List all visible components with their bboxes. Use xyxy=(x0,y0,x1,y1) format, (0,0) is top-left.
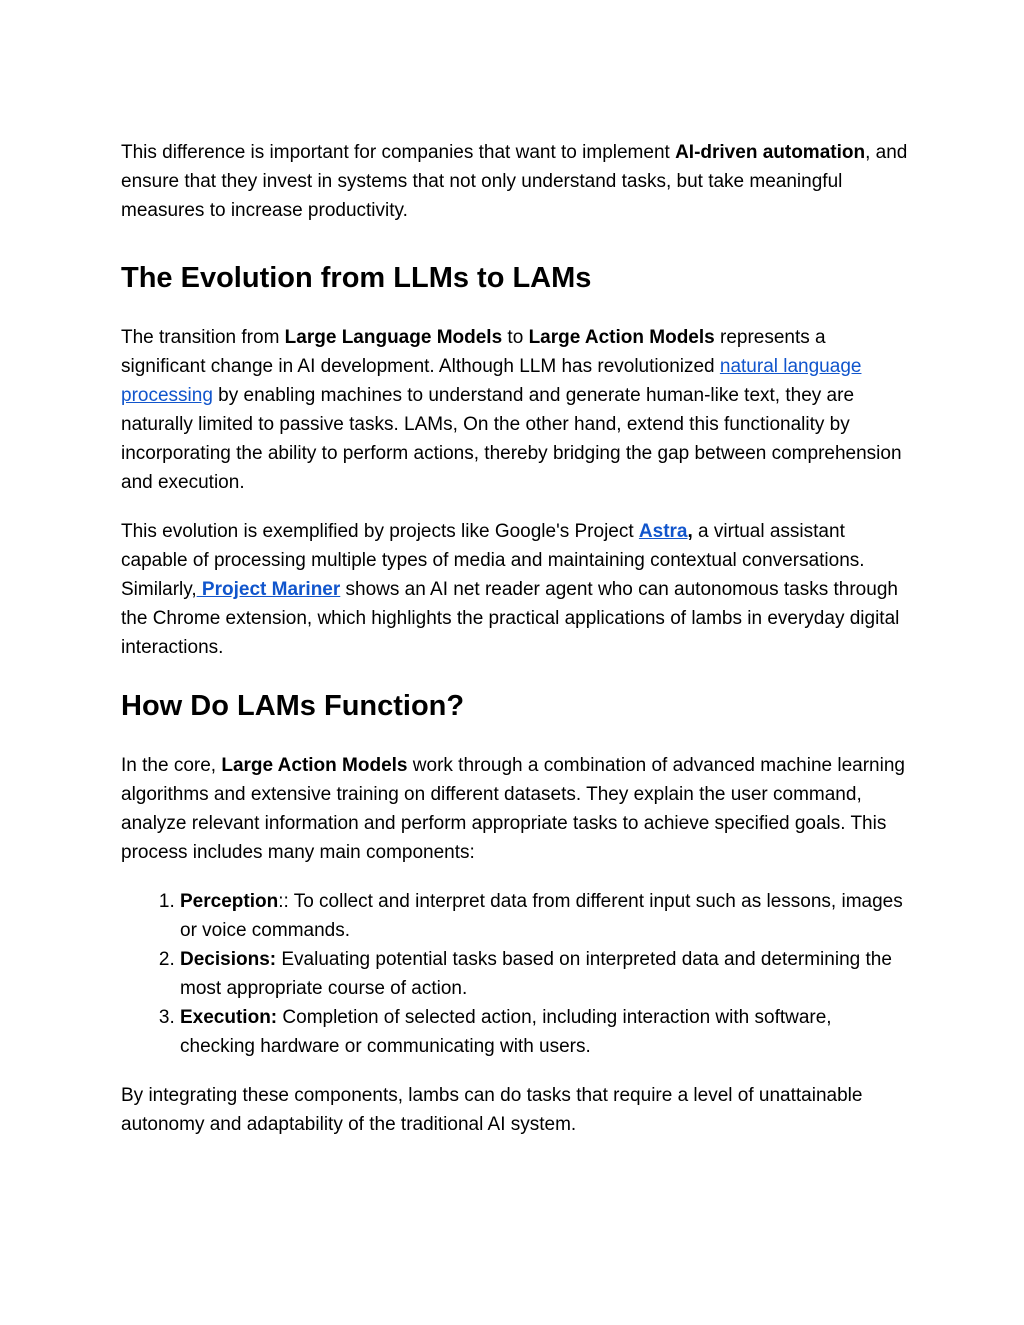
transition-bold-lam: Large Action Models xyxy=(528,327,715,348)
core-text-2: work through a combination of advanced machine learning algorithms and extensive training on different datasets. They explain the user command, analyze relevant information and perform appropriate tasks to achieve specified goals. This process includes many main components: xyxy=(121,755,905,863)
astra-paragraph xyxy=(121,517,911,662)
core-paragraph xyxy=(121,751,911,867)
transition-bold-llm: Large Language Models xyxy=(284,327,503,348)
core-bold-lam: Large Action Models xyxy=(221,755,408,776)
astra-bold-comma: , xyxy=(687,521,693,542)
core-text-1: In the core, xyxy=(121,755,222,776)
execution-term: Execution: xyxy=(180,1007,278,1028)
intro-bold-ai-driven-automation: AI-driven automation xyxy=(675,142,866,163)
intro-text-1: This difference is important for companies that want to implement xyxy=(121,142,676,163)
intro-paragraph xyxy=(121,138,911,225)
astra-link[interactable]: Astra xyxy=(638,521,688,542)
list-item-perception xyxy=(180,887,911,945)
transition-paragraph xyxy=(121,323,911,497)
execution-text: Completion of selected action, including interaction with software, checking hardware or communicating with users. xyxy=(180,1007,832,1057)
conclusion-paragraph: By integrating these components, lambs can do tasks that require a level of unattainable autonomy and adaptability of the traditional AI system. xyxy=(121,1085,863,1135)
heading-evolution: The Evolution from LLMs to LAMs xyxy=(121,262,592,294)
perception-text: : To collect and interpret data from different input such as lessons, images or voice commands. xyxy=(180,891,903,941)
astra-text-1: This evolution is exemplified by projects like Google's Project xyxy=(121,521,639,542)
heading-function: How Do LAMs Function? xyxy=(121,690,465,722)
perception-separator: : xyxy=(278,891,284,912)
perception-term: Perception xyxy=(180,891,279,912)
natural-language-processing-link[interactable]: natural language processing xyxy=(121,356,862,406)
project-mariner-link[interactable]: Project Mariner xyxy=(196,579,341,600)
transition-text-3: represents a significant change in AI development. Although LLM has revolutionized xyxy=(121,327,826,377)
astra-text-2: a virtual assistant capable of processing multiple types of media and maintaining contextual conversations. Similarly, xyxy=(121,521,865,600)
list-item-decisions xyxy=(180,945,911,1003)
document-page xyxy=(121,138,911,1139)
transition-text-2: to xyxy=(502,327,529,348)
transition-text-1: The transition from xyxy=(121,327,285,348)
astra-text-3: shows an AI net reader agent who can autonomous tasks through the Chrome extension, which highlights the practical applications of lambs in everyday digital interactions. xyxy=(121,579,900,658)
decisions-text: Evaluating potential tasks based on interpreted data and determining the most appropriate course of action. xyxy=(180,949,892,999)
decisions-term: Decisions: xyxy=(180,949,277,970)
list-item-execution xyxy=(180,1003,911,1061)
intro-text-2: , and ensure that they invest in systems that not only understand tasks, but take meaningful measures to increase productivity. xyxy=(121,142,908,221)
transition-text-4: by enabling machines to understand and generate human-like text, they are naturally limited to passive tasks. LAMs, On the other hand, extend this functionality by incorporating the ability to perform actions, thereby bridging the gap between comprehension and execution. xyxy=(121,385,902,493)
components-list xyxy=(121,887,911,1061)
